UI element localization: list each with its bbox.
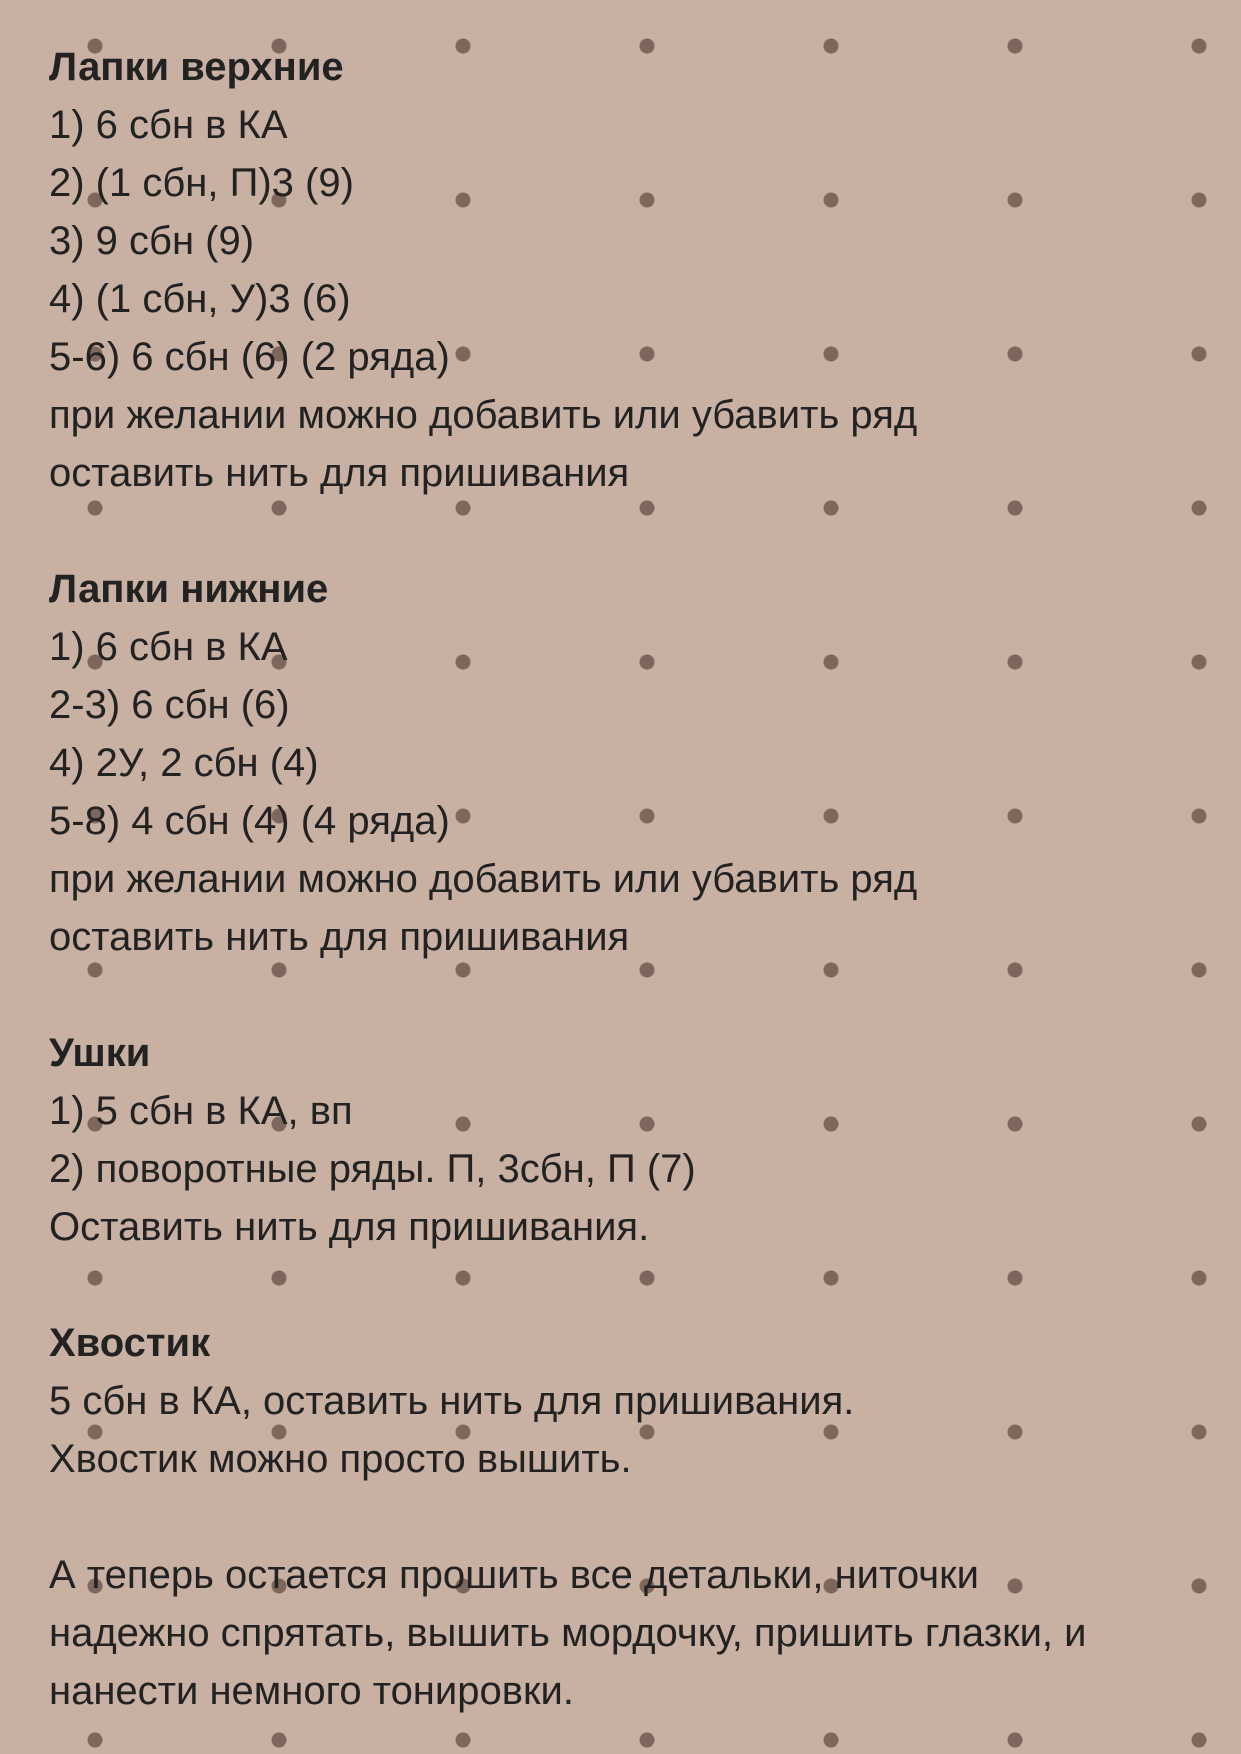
section-upper-paws — [49, 38, 1219, 502]
pattern-row: 5-6) 6 сбн (6) (2 ряда) — [49, 335, 450, 379]
pattern-row: 4) 2У, 2 сбн (4) — [49, 741, 319, 785]
section-heading: Лапки верхние — [49, 45, 344, 89]
pattern-row: 4) (1 сбн, У)3 (6) — [49, 277, 351, 321]
section-heading: Хвостик — [49, 1321, 211, 1365]
pattern-note: при желании можно добавить или убавить ряд — [49, 393, 918, 437]
pattern-note: Хвостик можно просто вышить. — [49, 1437, 632, 1481]
section-lower-paws — [49, 560, 1219, 966]
section-spacer — [49, 1488, 1219, 1546]
section-heading: Ушки — [49, 1031, 151, 1075]
closing-line: нанести немного тонировки. — [49, 1669, 574, 1713]
section-spacer — [49, 1256, 1219, 1314]
closing-line: А теперь остается прошить все детальки, ниточки — [49, 1553, 979, 1597]
section-ears — [49, 1024, 1219, 1256]
closing-paragraph — [49, 1546, 1219, 1720]
pattern-row: 1) 6 сбн в КА — [49, 625, 288, 669]
pattern-row: 2) (1 сбн, П)3 (9) — [49, 161, 354, 205]
pattern-row: 2-3) 6 сбн (6) — [49, 683, 290, 727]
pattern-row: 1) 6 сбн в КА — [49, 103, 288, 147]
pattern-row: 3) 9 сбн (9) — [49, 219, 255, 263]
pattern-row: 1) 5 сбн в КА, вп — [49, 1089, 353, 1133]
pattern-note: оставить нить для пришивания — [49, 915, 630, 959]
pattern-note: Оставить нить для пришивания. — [49, 1205, 650, 1249]
pattern-row: 5 сбн в КА, оставить нить для пришивания. — [49, 1379, 855, 1423]
pattern-note: при желании можно добавить или убавить ряд — [49, 857, 918, 901]
pattern-text — [49, 38, 1219, 1720]
section-heading: Лапки нижние — [49, 567, 329, 611]
pattern-row: 5-8) 4 сбн (4) (4 ряда) — [49, 799, 450, 843]
section-tail — [49, 1314, 1219, 1488]
pattern-note: оставить нить для пришивания — [49, 451, 630, 495]
section-spacer — [49, 502, 1219, 560]
section-spacer — [49, 966, 1219, 1024]
closing-line: надежно спрятать, вышить мордочку, пришить глазки, и — [49, 1611, 1087, 1655]
pattern-row: 2) поворотные ряды. П, 3сбн, П (7) — [49, 1147, 696, 1191]
